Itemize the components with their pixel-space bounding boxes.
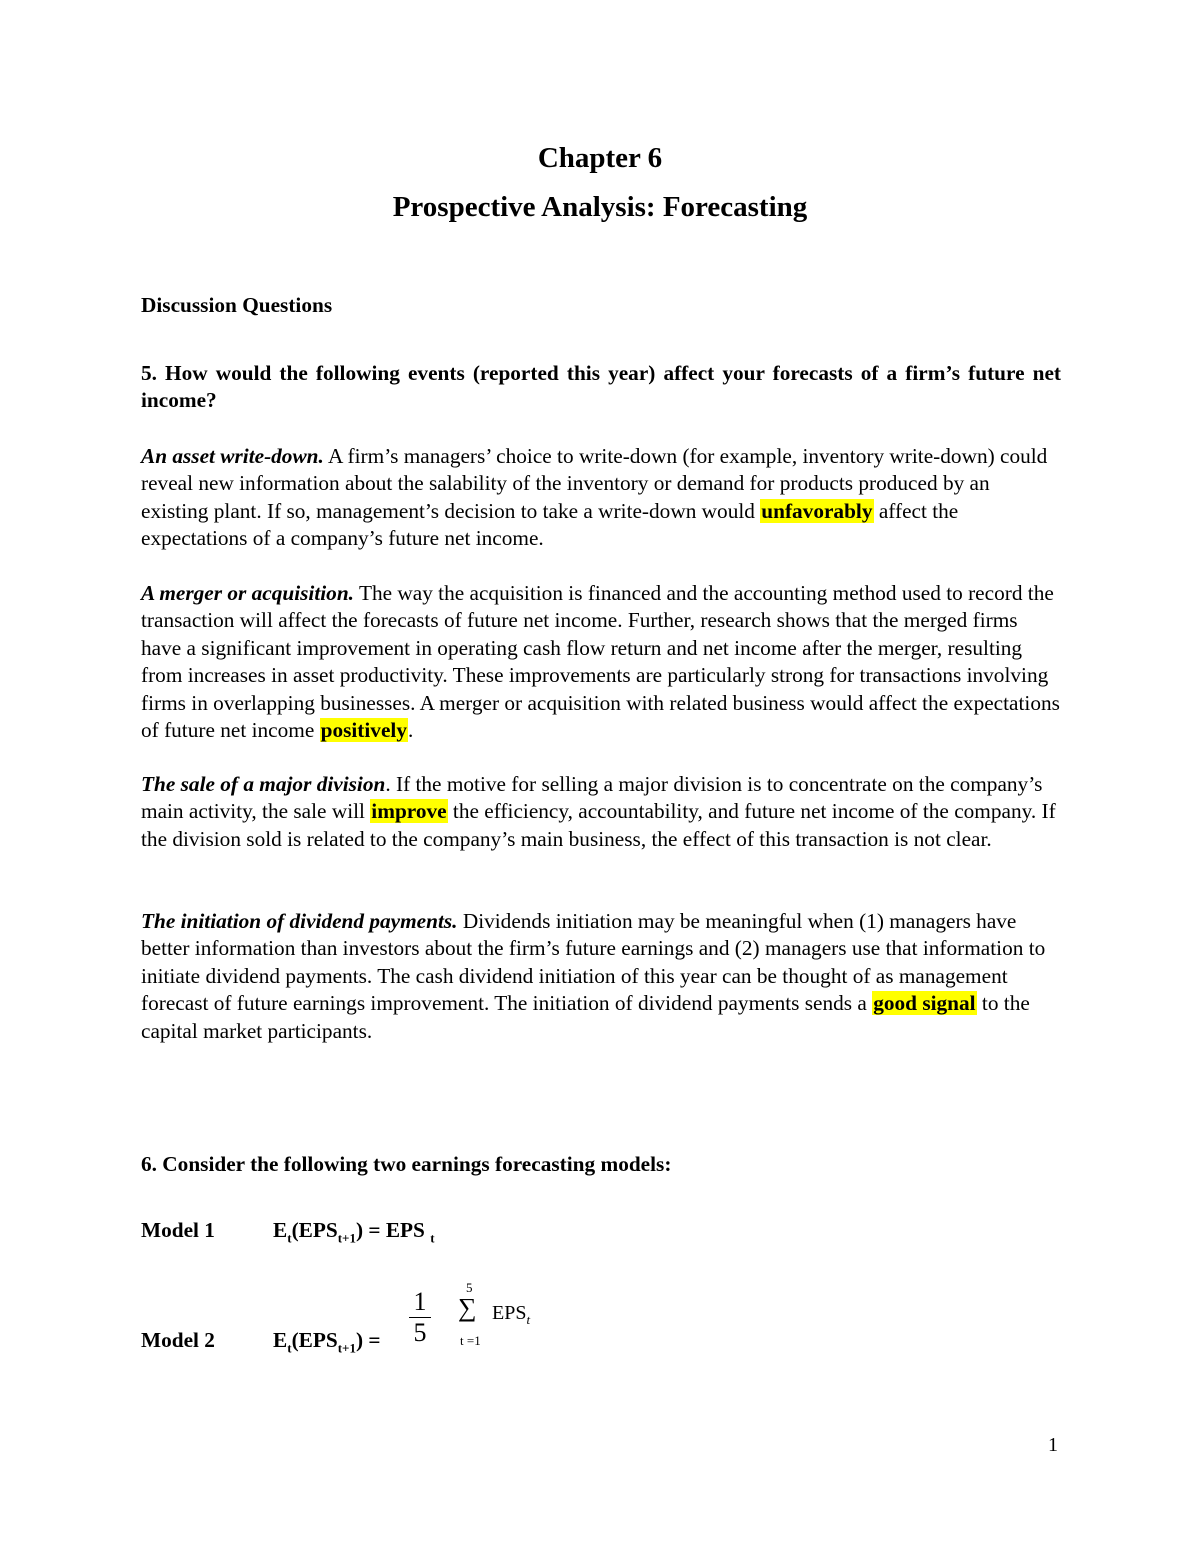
eps-term: (EPS [291, 1328, 338, 1352]
subscript: t [287, 1340, 292, 1356]
term: The sale of a major division [141, 772, 386, 796]
highlight: unfavorably [761, 498, 873, 523]
model-1-label: Model 1 [141, 1218, 215, 1242]
answer-dividend-initiation [141, 908, 1061, 1045]
highlight: improve [371, 799, 447, 824]
equals-sign: ) = [355, 1328, 381, 1352]
question-5: 5. How would the following events (reported this year) affect your forecasts of a firm’s future net income? [141, 361, 1061, 413]
answer-sale-of-division [141, 771, 1061, 853]
subscript: t+1 [337, 1230, 356, 1246]
eps-rhs: ) = EPS [355, 1218, 425, 1242]
chapter-subtitle: Prospective Analysis: Forecasting [392, 191, 808, 223]
term: An asset write-down. [141, 444, 324, 468]
answer-text: The way the acquisition is financed and the accounting method used to record the transaction will affect the forecasts of future net income. Further, research shows that the merged firms have a significant improvement in operating cash flow return and net income after the merger, resulting from increases in asset productivity. These improvements are particularly strong for transactions involving firms in overlapping businesses. A merger or acquisition with related business would affect the expectations of future net income [141, 581, 1060, 743]
expectation-symbol: E [273, 1218, 288, 1242]
answer-text: to the capital market participants. [141, 991, 1030, 1043]
summation-symbol: ∑ [458, 1293, 477, 1322]
sum-term [492, 1302, 530, 1328]
term: The initiation of dividend payments. [141, 909, 458, 933]
model-1-equation [273, 1218, 435, 1246]
answer-text: . If the motive for selling a major division is to concentrate on the company’s main activity, the sale will [141, 772, 1043, 824]
fraction-one-fifth [409, 1287, 431, 1348]
sum-upper-limit: 5 [466, 1280, 473, 1295]
subscript: t [287, 1230, 292, 1246]
sum-lower-limit: t =1 [460, 1333, 481, 1348]
section-heading: Discussion Questions [141, 293, 333, 317]
answer-text: affect the expectations of a company’s future net income. [141, 498, 959, 551]
eps-label: EPS [492, 1302, 527, 1324]
fraction-denominator: 5 [413, 1318, 427, 1347]
subscript: t+1 [337, 1340, 356, 1356]
subscript: t [526, 1312, 531, 1327]
answer-text: A firm’s managers’ choice to write-down (for example, inventory write-down) could reveal new information about the salability of the inventory or demand for products produced by an existing plant. If so, management’s decision to take a write-down would [141, 444, 1048, 523]
term: A merger or acquisition. [141, 581, 354, 605]
subscript: t [430, 1230, 435, 1246]
highlight: positively [320, 718, 407, 743]
fraction-numerator: 1 [409, 1287, 431, 1318]
page-number: 1 [1048, 1434, 1058, 1456]
answer-text: Dividends initiation may be meaningful when (1) managers have better information than investors about the firm’s future earnings and (2) managers use that information to initiate dividend payments. The cash dividend initiation of this year can be thought of as management forecast of future earnings improvement. The initiation of dividend payments sends a [141, 909, 1046, 1016]
model-2-equation [273, 1328, 381, 1356]
expectation-symbol: E [273, 1328, 288, 1352]
answer-asset-write-down [141, 443, 1061, 553]
eps-term: (EPS [291, 1218, 338, 1242]
highlight: good signal [873, 991, 976, 1016]
answer-text: . [407, 718, 414, 743]
question-6: 6. Consider the following two earnings forecasting models: [141, 1152, 672, 1176]
answer-text: the efficiency, accountability, and future net income of the company. If the division sold is related to the company’s main business, the effect of this transaction is not clear. [141, 799, 1056, 851]
model-2-label: Model 2 [141, 1328, 215, 1352]
chapter-title: Chapter 6 [537, 142, 663, 174]
answer-merger-acquisition [141, 580, 1061, 744]
